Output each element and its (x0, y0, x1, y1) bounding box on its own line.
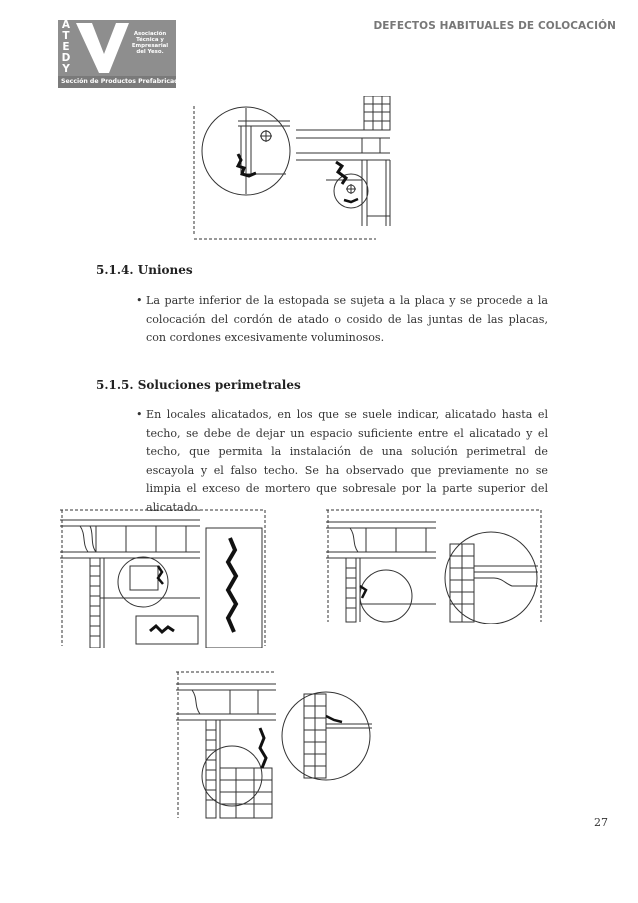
logo-letters (58, 20, 74, 75)
paragraph-soluciones-perimetrales (136, 406, 548, 518)
atedy-logo (58, 19, 187, 88)
logo-org-line: del Yeso. (136, 49, 164, 55)
figure-mortar-excess-left (60, 506, 270, 648)
logo-letter: T (62, 30, 70, 42)
section-heading-soluciones-perimetrales: 5.1.5. Soluciones perimetrales (96, 378, 301, 392)
page-header-title: DEFECTOS HABITUALES DE COLOCACIÓN (373, 20, 616, 32)
paragraph-uniones (136, 292, 548, 348)
logo-letter: D (61, 52, 71, 64)
figure-tile-ceiling-bottom (176, 668, 396, 820)
figure-perimeter-solution-right (326, 506, 546, 624)
section-heading-uniones: 5.1.4. Uniones (96, 263, 193, 277)
logo-org-line: Técnica y (136, 37, 164, 43)
bullet-icon: • (136, 408, 143, 421)
page-number: 27 (594, 816, 608, 829)
figure-joint-detail (186, 96, 404, 246)
logo-letter: Y (62, 63, 70, 75)
logo-org-name (130, 31, 170, 55)
bullet-icon: • (136, 294, 143, 307)
logo-letter: A (61, 19, 71, 31)
paragraph-text: La parte inferior de la estopada se sujeta a la placa y se procede a la colocación del cordón de atado o cosido de las juntas de las placas, con cordones excesivamente voluminosos. (146, 294, 548, 345)
logo-org-line: Asociación (133, 31, 167, 37)
paragraph-text: En locales alicatados, en los que se suele indicar, alicatado hasta el techo, se debe de dejar un espacio suficiente entre el alicatado y el techo, que permita la instalación de una solución perimetral de escayola y el falso techo. Se ha observado que previamente no se limpia el exceso de mortero que sobresale por la parte superior del alicatado. (146, 408, 548, 514)
logo-org-line: Empresarial (131, 43, 169, 49)
logo-section-label: Sección de Productos Prefabricados (58, 76, 176, 88)
logo-letter: E (62, 41, 70, 53)
